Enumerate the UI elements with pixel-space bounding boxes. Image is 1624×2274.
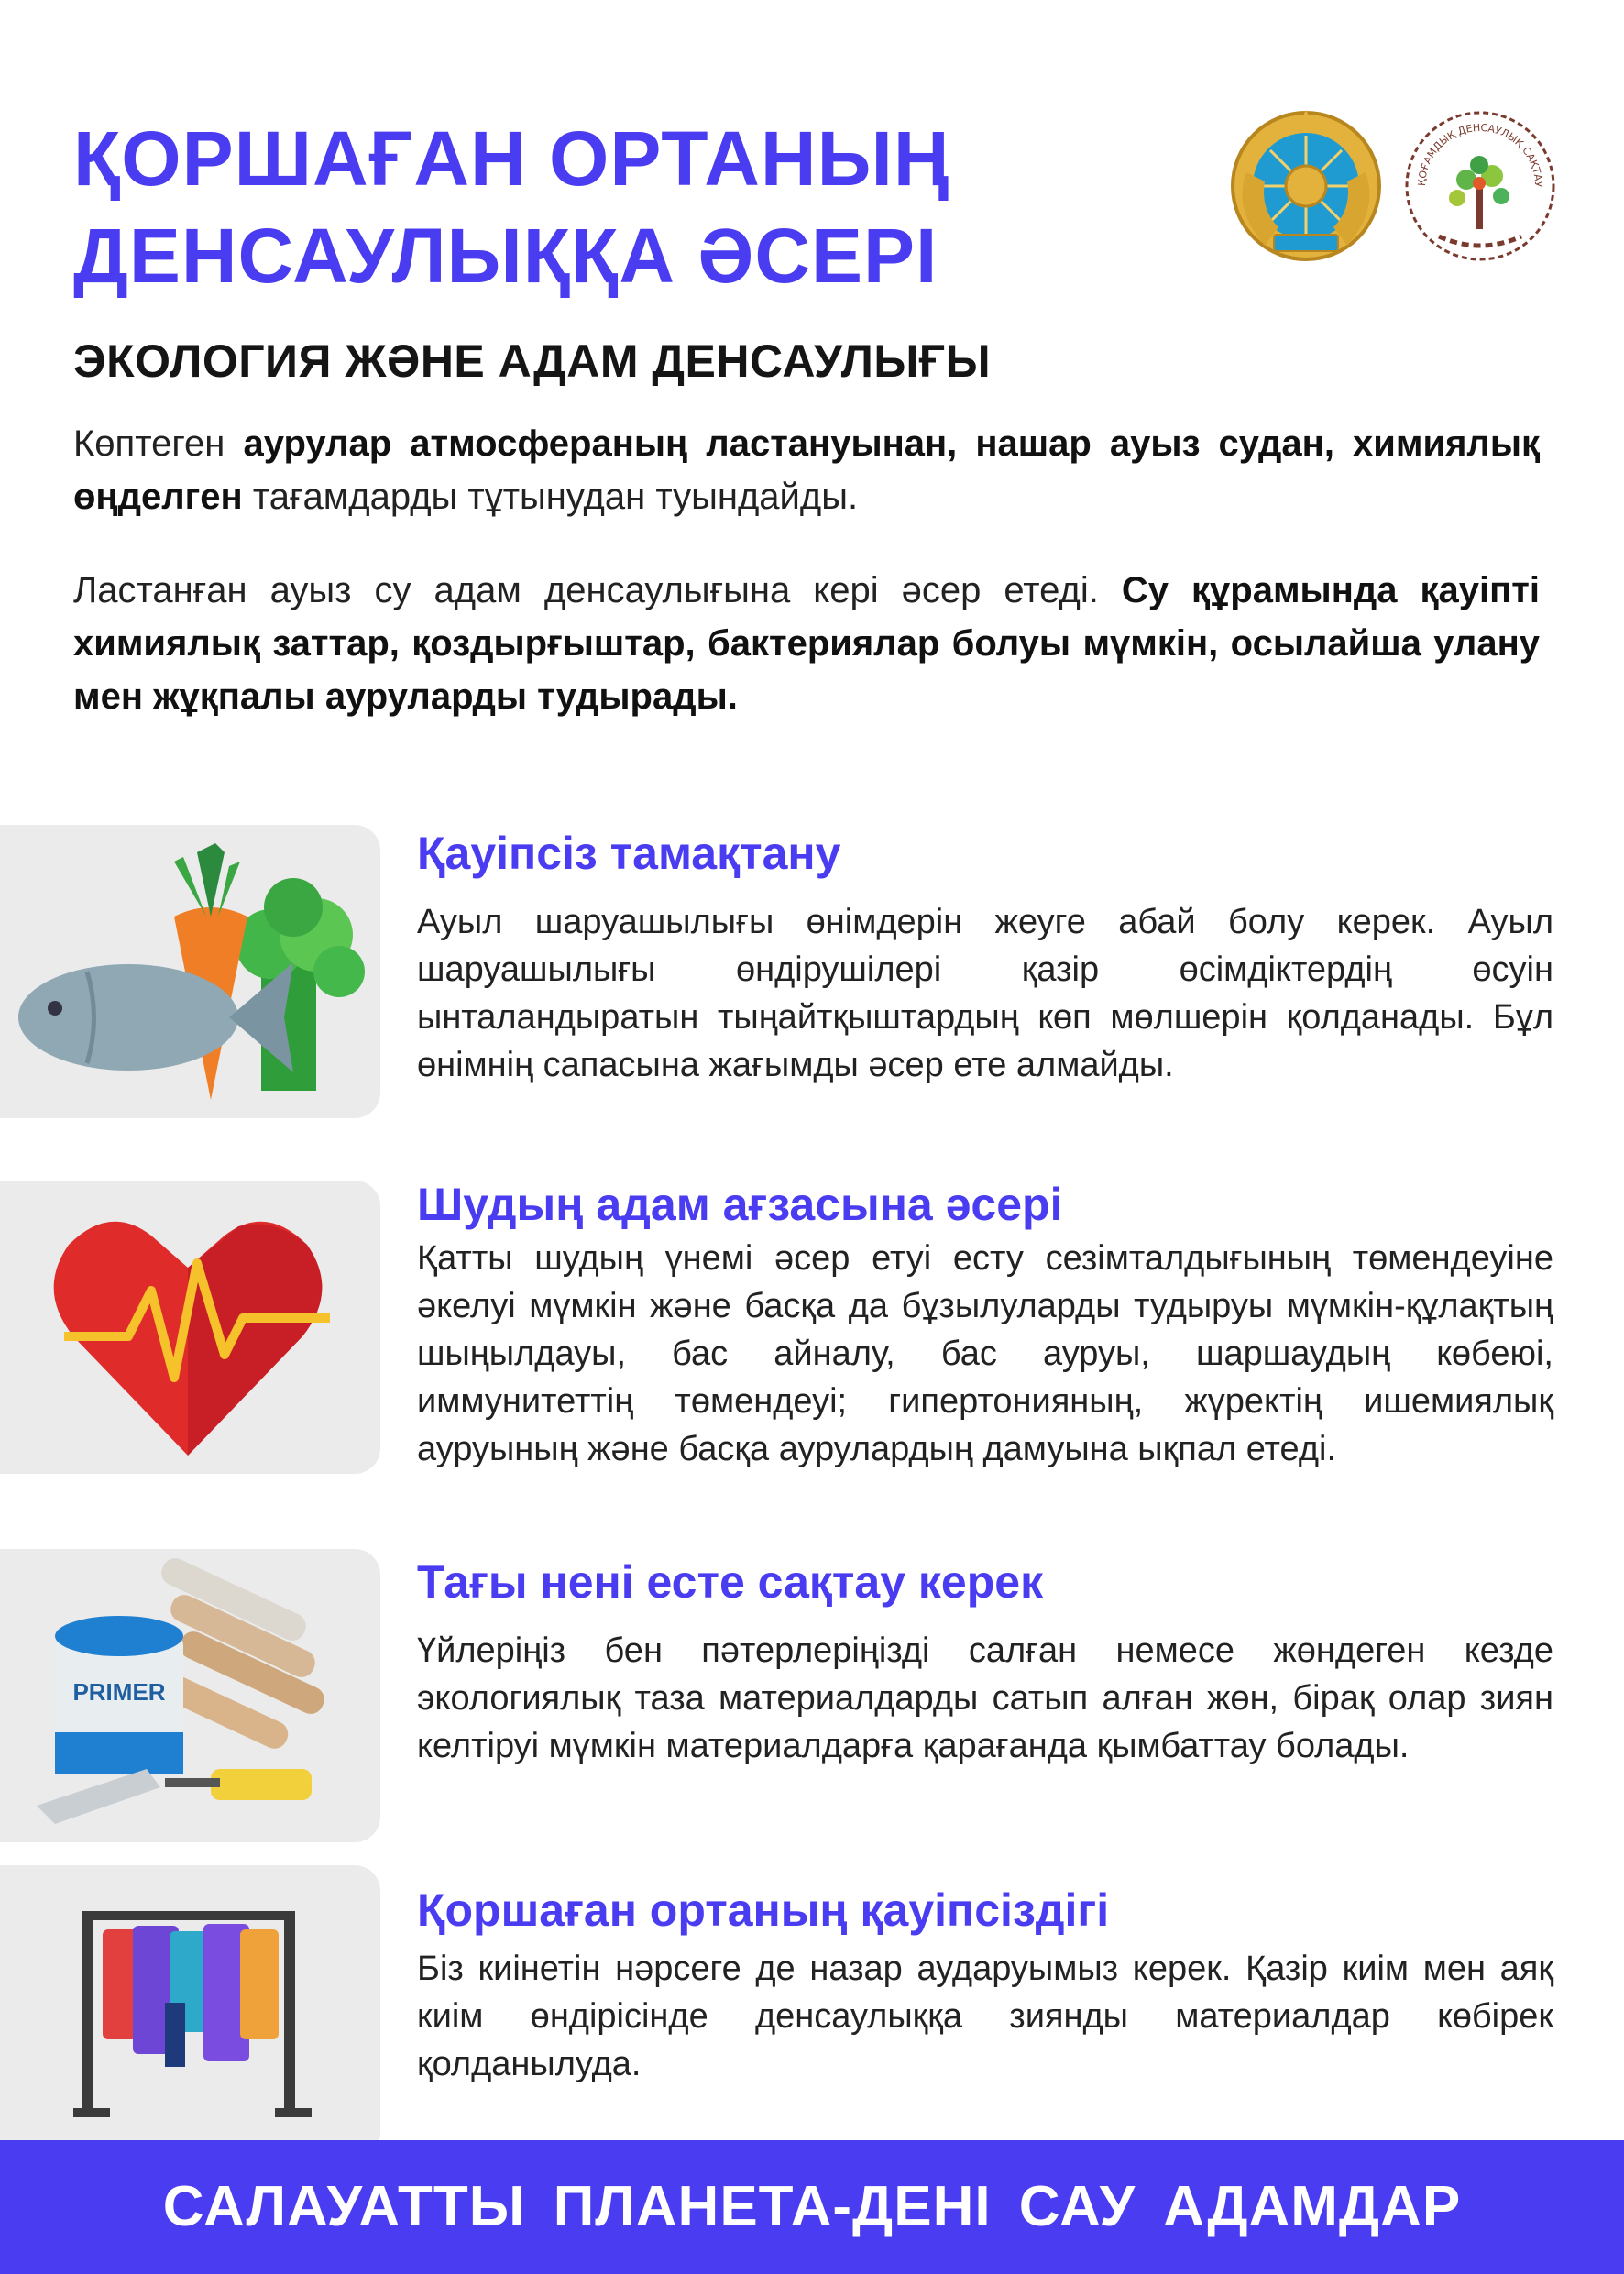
section-2-text: Қатты шудың үнемі әсер етуі есту сезімталдығының төмендеуіне әкелуі мүмкін және басқа да бұзылуларды тудыруы мүмкін-құлақтың шыңылдауы, бас айналу, бас ауруы, шаршаудың көбеюі, иммунитеттің төмендеуі; гипертонияның, жүректің ишемиялық ауруының және басқа аурулардың дамуына ықпал етеді. [417, 1239, 1553, 1468]
section-4-text: Біз киінетін нәрсеге де назар аударуымыз керек. Қазір киім мен аяқ киім өндірісінде денсаулыққа зиянды материалдар көбірек қолданылуда. [417, 1950, 1553, 2083]
intro-paragraph-2 [73, 564, 1540, 723]
bucket-label: PRIMER [72, 1678, 166, 1706]
subtitle: ЭКОЛОГИЯ ЖӘНЕ АДАМ ДЕНСАУЛЫҒЫ [73, 335, 992, 387]
section-4-image-card [0, 1865, 380, 2159]
title-line-2: ДЕНСАУЛЫҚҚА ӘСЕРІ [73, 213, 938, 299]
section-4-title: Қоршаған ортаның қауіпсіздігі [417, 1884, 1110, 1936]
section-2-title: Шудың адам ағзасына әсері [417, 1179, 1063, 1230]
section-2-image-card [0, 1181, 380, 1474]
fish-carrot-broccoli-icon [0, 825, 380, 1118]
page-title [73, 110, 1173, 304]
logo-center-text: ҚОҒАМДЫҚ ДЕНСАУЛЫҚ САҚТАУ [1415, 121, 1545, 188]
section-1-title: Қауіпсіз тамақтану [417, 828, 841, 879]
intro-p2-bold: Су құрамында қауіпті химиялық заттар, қоздырғыштар, бактериялар болуы мүмкін, осылайша улану мен жұқпалы ауруларды тудырады. [73, 570, 1540, 717]
heart-pulse-icon [0, 1181, 380, 1474]
intro-p2-text-a: Ластанған ауыз су адам денсаулығына кері әсер етеді. [73, 570, 1122, 610]
kazakhstan-state-emblem-icon [1228, 108, 1384, 264]
intro-p1-bold: аурулар атмосфераның ластануынан, нашар ауыз судан, химиялық өңделген [73, 423, 1541, 517]
section-1-image-card [0, 825, 380, 1118]
public-health-center-logo-icon [1402, 108, 1558, 264]
intro-p1-text-c: тағамдарды тұтынудан туындайды. [242, 477, 859, 517]
intro-p1-text-a: Көптеген [73, 423, 244, 464]
intro-paragraph-1 [73, 417, 1540, 523]
footer-banner [0, 2140, 1624, 2274]
section-3-title: Тағы нені есте сақтау керек [417, 1556, 1044, 1608]
section-3-text: Үйлеріңіз бен пәтерлеріңізді салған немесе жөндеген кезде экологиялық таза материалдарды сатып алған жөн, бірақ олар зиян келтіруі мүмкін материалдарға қарағанда қымбаттау болады. [417, 1631, 1553, 1765]
clothes-rack-icon [0, 1865, 380, 2159]
section-1-text: Ауыл шаруашылығы өнімдерін жеуге абай болу керек. Ауыл шаруашылығы өндірушілері қазір өсімдіктердің өсуін ынталандыратын тыңайтқыштардың көп мөлшерін қолданады. Бұл өнімнің сапасына жағымды әсер ете алмайды. [417, 903, 1553, 1084]
section-3-image-card [0, 1549, 380, 1842]
title-line-1: ҚОРШАҒАН ОРТАНЫҢ [73, 115, 950, 202]
paint-bucket-wallpaper-icon [0, 1549, 380, 1842]
footer-slogan: САЛАУАТТЫ ПЛАНЕТА-ДЕНІ САУ АДАМДАР [162, 2175, 1462, 2238]
